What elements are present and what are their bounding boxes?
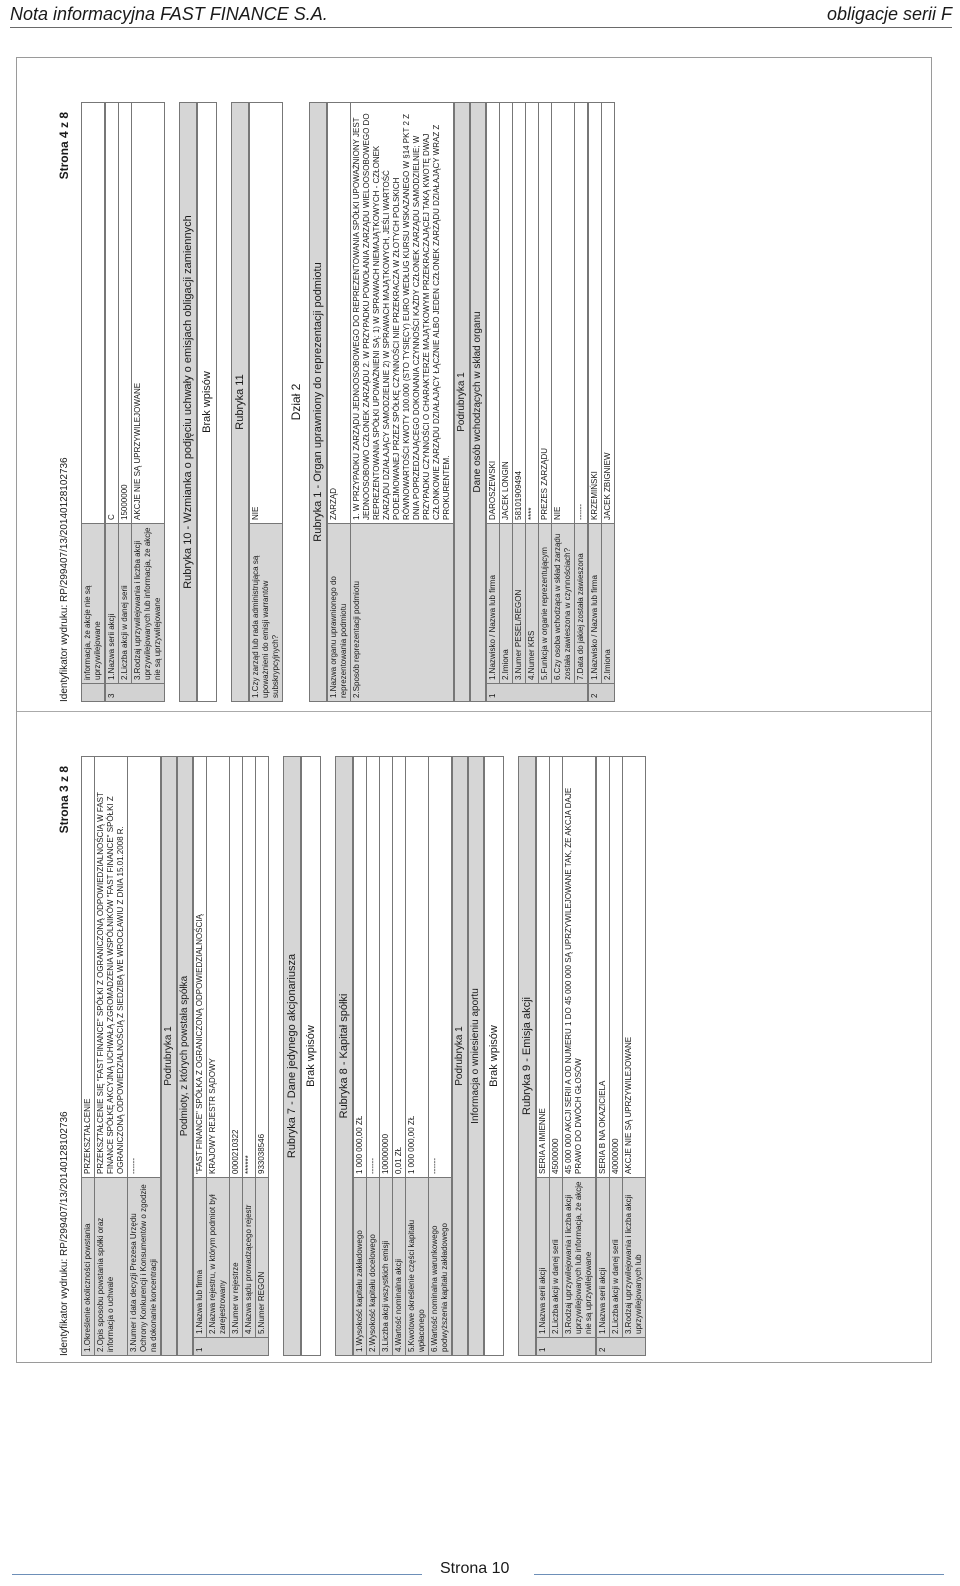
row-value: 1 000 000,00 ZŁ	[354, 757, 367, 1178]
table-row	[328, 103, 351, 702]
row-value: JACEK LONGIN	[500, 103, 513, 524]
footer-rule-right	[534, 1574, 944, 1575]
row-value: 0,01 ZŁ	[393, 757, 406, 1178]
row-value: ****	[526, 103, 539, 524]
table-row	[602, 103, 615, 702]
row-label: 1.Nazwisko / Nazwa lub firma	[487, 524, 500, 684]
table-row	[526, 103, 539, 702]
row-label: 2.Liczba akcji w danej serii	[610, 1178, 623, 1338]
row-label: 1.Nazwa serii akcji	[597, 1178, 610, 1338]
row-label: 1.Czy zarząd lub rada administrująca są upoważnieni do emisji warrantów subskrypcyjnych?	[250, 524, 283, 702]
rubryka-8-title: Rubryka 8 - Kapitał spółki	[335, 756, 353, 1356]
osoba-number: 1	[487, 684, 588, 702]
row-value: 45 000 000 AKCJI SERII A OD NUMERU 1 DO 45 000 000 SĄ UPRZYWILEJOWANE TAK, ŻE AKCJA DAJE PRAWO DO DWÓCH GŁOSÓW	[563, 757, 596, 1178]
row-value: KRAJOWY REJESTR SĄDOWY	[207, 757, 230, 1178]
table-row	[82, 757, 95, 1356]
row-label: 2.Imiona	[602, 524, 615, 684]
row-label: 4.Nazwa sądu prowadzącego rejestr	[243, 1178, 256, 1338]
footer-page-number: Strona 10	[440, 1560, 510, 1577]
table-row	[194, 757, 207, 1356]
podrubryka-subtitle: Dane osób wchodzących w skład organu	[470, 102, 486, 702]
print-identifier: Identyfikator wydruku: RP/299407/13/20140128102736	[59, 457, 70, 702]
podmioty-table	[193, 756, 269, 1356]
aport-empty: Brak wpisów	[484, 756, 504, 1356]
page-footer	[0, 1557, 960, 1586]
header-title: Nota informacyjna FAST FINANCE S.A.	[10, 4, 328, 24]
rubryka-10-empty: Brak wpisów	[197, 102, 217, 702]
row-value: AKCJE NIE SĄ UPRZYWILEJOWANE	[623, 757, 646, 1178]
page-header	[10, 2, 952, 28]
row-label: 3.Numer PESEL/REGON	[513, 524, 526, 684]
table-row	[106, 103, 119, 702]
table-row	[610, 757, 623, 1356]
row-label: 2.Sposób reprezentacji podmiotu	[351, 524, 454, 702]
row-label: 3.Rodzaj uprzywilejowania i liczba akcji uprzywilejowanych lub	[623, 1178, 646, 1338]
table-row	[487, 103, 500, 702]
rubryka-11-title: Rubryka 11	[231, 102, 249, 702]
register-page-3	[59, 756, 919, 1356]
row-value: 45000000	[550, 757, 563, 1178]
table-row	[575, 103, 588, 702]
table-row	[563, 757, 596, 1356]
organ-table	[327, 102, 454, 702]
row-label: 1.Nazwa organu uprawnionego do reprezentowania podmiotu	[328, 524, 351, 702]
table-row	[250, 103, 283, 702]
table-row	[589, 103, 602, 702]
row-label: 1.Nazwa serii akcji	[537, 1178, 550, 1338]
table-row	[500, 103, 513, 702]
row-label: 3.Numer i data decyzji Prezesa Urzędu Ochrony Konkurencji i Konsumentów o zgodzie na dokonanie koncentracji	[128, 1178, 161, 1356]
row-value: PRZEKSZTAŁCENIE	[82, 757, 95, 1178]
row-value: 933038546	[256, 757, 269, 1178]
row-value: 0000210322	[230, 757, 243, 1178]
row-value: "FAST FINANCE" SPÓŁKA Z OGRANICZONĄ ODPOWIEDZIALNOŚCIĄ	[194, 757, 207, 1178]
row-value: PREZES ZARZĄDU	[539, 103, 552, 524]
row-value: NIE	[250, 103, 283, 524]
row-value: 100000000	[380, 757, 393, 1178]
podrubryka-title: Podrubryka 1	[454, 102, 470, 702]
table-row	[550, 757, 563, 1356]
row-value: ******	[243, 757, 256, 1178]
row-label: 2.Liczba akcji w danej serii	[550, 1178, 563, 1338]
row-label: 6.Wartość nominalna warunkowego podwyższenia kapitału zakładowego	[429, 1178, 452, 1356]
row-value: PRZEKSZTAŁCENIE SIĘ "FAST FINANCE" SPÓŁKI Z OGRANICZONĄ ODPOWIEDZIALNOŚCIĄ W FAST FINANCE SPÓŁKĘ AKCYJNĄ UCHWAŁĄ ZGROMADZENIA WSPÓLNIKÓW "FAST FINANCE" SPÓŁKI Z OGRANICZONĄ ODPOWIEDZIALNOŚCIĄ Z SIEDZIBĄ WE WROCŁAWIU Z DNIA 15.01.2008 R.	[95, 757, 128, 1178]
table-row	[243, 757, 256, 1356]
osoba-2-table	[588, 102, 615, 702]
header-series: obligacje serii F	[826, 4, 952, 24]
row-label: 4.Wartość nominalna akcji	[393, 1178, 406, 1356]
row-value: DAROSZEWSKI	[487, 103, 500, 524]
table-row	[351, 103, 454, 702]
emisja-number: 1	[537, 1338, 596, 1356]
row-value: C	[106, 103, 119, 524]
row-value: SERIA A IMIENNE	[537, 757, 550, 1178]
row-value: 40000000	[610, 757, 623, 1178]
row-label: 4.Numer KRS	[526, 524, 539, 684]
row-label: 2.Wysokość kapitału docelowego	[367, 1178, 380, 1356]
row-label: 2.Opis sposobu powstania spółki oraz informacja o uchwale	[95, 1178, 128, 1356]
row-label: 5.Funkcja w organie reprezentującym	[539, 524, 552, 684]
print-identifier: Identyfikator wydruku: RP/299407/13/20140128102736	[59, 1111, 70, 1356]
table-row	[429, 757, 452, 1356]
row-value: SERIA B NA OKAZICIELA	[597, 757, 610, 1178]
page-number: Strona 4 z 8	[57, 112, 71, 180]
row-label: 6.Czy osoba wchodząca w skład zarządu została zawieszona w czynnościach?	[552, 524, 575, 684]
row-value: ZARZĄD	[328, 103, 351, 524]
row-value: ------	[367, 757, 380, 1178]
podrubryka-title: Podrubryka 1	[161, 756, 177, 1356]
row-value: 1 000 000,00 ZŁ	[406, 757, 429, 1178]
continuation-label: informacja, że akcje nie są uprzywilejowane	[82, 524, 105, 684]
emisja-continuation	[81, 102, 105, 702]
row-label: 1.Wysokość kapitału zakładowego	[354, 1178, 367, 1356]
powstanie-table	[81, 756, 161, 1356]
emisja-2-table	[596, 756, 646, 1356]
row-label: 1.Nazwa lub firma	[194, 1178, 207, 1338]
table-row	[119, 103, 132, 702]
row-value: NIE	[552, 103, 575, 524]
row-label: 3.Rodzaj uprzywilejowania i liczba akcji uprzywilejowanych lub informacja, że akcje nie są uprzywilejowane	[563, 1178, 596, 1338]
emisja-1-table	[536, 756, 596, 1356]
podrubryka-subtitle: Podmioty, z których powstała spółka	[177, 756, 193, 1356]
rubryka-10-title: Rubryka 10 - Wzmianka o podjęciu uchwały o emisjach obligacji zamiennych	[179, 102, 197, 702]
footer-rule-left	[12, 1574, 422, 1575]
row-label: 1.Określenie okoliczności powstania	[82, 1178, 95, 1356]
table-row	[367, 757, 380, 1356]
row-value: KRZEMIŃSKI	[589, 103, 602, 524]
table-row	[354, 757, 367, 1356]
page4-body	[81, 102, 615, 702]
emisja-number: 2	[597, 1338, 646, 1356]
table-row	[597, 757, 610, 1356]
row-label: 2.Imiona	[500, 524, 513, 684]
register-page-4	[59, 102, 919, 702]
rubryka-11-table	[249, 102, 283, 702]
table-row	[552, 103, 575, 702]
row-value: 58101909494	[513, 103, 526, 524]
row-label: 3.Rodzaj uprzywilejowania i liczba akcji uprzywilejowanych lub informacja, że akcje nie są uprzywilejowane	[132, 524, 165, 684]
emisja-3-table	[105, 102, 165, 702]
page3-body	[81, 756, 646, 1356]
table-row	[513, 103, 526, 702]
rubryka-9-title: Rubryka 9 - Emisja akcji	[518, 756, 536, 1356]
aport-subtitle: Informacja o wniesieniu aportu	[468, 756, 484, 1356]
emisja-number: 3	[106, 684, 165, 702]
row-value: 1. W PRZYPADKU ZARZĄDU JEDNOOSOBOWEGO DO REPREZENTOWANIA SPÓŁKI UPOWAŻNIONY JEST JEDNOOSOBOWO CZŁONEK ZARZĄDU 2. W PRZYPADKU POWOŁANIA ZARZĄDU WIELOOSOBOWEGO DO REPREZENTOWANIA SPÓŁKI UPOWAŻNIENI SĄ: 1) W SPRAWACH NIEMAJĄTKOWYCH - CZŁONEK ZARZĄDU DZIAŁAJĄCY SAMODZIELNIE 2) W SPRAWACH MAJĄTKOWYCH, JEŚLI WARTOŚĆ PODEJMOWANEJ PRZEZ SPÓŁKĘ CZYNNOŚCI NIE PRZEKRACZA W ZŁOTYCH POLSKICH RÓWNOWARTOŚCI KWOTY 100.000 (STO TYSIĘCY) EURO WEDŁUG KURSU WSKAZANEGO W §14 PKT 2 Z DNIA POPRZEDZAJĄCEGO DOKONANIA CZYNNOŚCI KAŻDY CZŁONEK ZARZĄDU SAMODZIELNIE; W PRZYPADKU CZYNNOŚCI O CHARAKTERZE MAJĄTKOWYM PRZEKRACZAJĄCEJ TAKĄ KWOTĘ DWAJ CZŁONKOWIE ZARZĄDU DZIAŁAJĄCY ŁĄCZNIE ALBO JEDEN CZŁONEK ZARZĄDU DZIAŁAJĄCY WRAZ Z PROKURENTEM.	[351, 103, 454, 524]
kapital-table	[353, 756, 452, 1356]
row-value: ------	[429, 757, 452, 1178]
osoba-1-table	[486, 102, 588, 702]
table-row	[256, 757, 269, 1356]
row-label: 1.Nazwisko / Nazwa lub firma	[589, 524, 602, 684]
row-label: 3.Liczba akcji wszystkich emisji	[380, 1178, 393, 1356]
page-divider	[17, 711, 931, 712]
row-label: 2.Liczba akcji w danej serii	[119, 524, 132, 684]
table-row	[207, 757, 230, 1356]
row-value: ------	[128, 757, 161, 1178]
rubryka-7-empty: Brak wpisów	[301, 756, 321, 1356]
row-label: 5.Numer REGON	[256, 1178, 269, 1338]
row-label: 5.Kwotowe określenie części kapitału wpłaconego	[406, 1178, 429, 1356]
osoba-number: 2	[589, 684, 615, 702]
podmiot-number: 1	[194, 1338, 269, 1356]
table-row	[393, 757, 406, 1356]
row-label: 7.Data do jakiej została zawieszona	[575, 524, 588, 684]
section-title: Dział 2	[289, 383, 303, 421]
rubryka-7-title: Rubryka 7 - Dane jedynego akcjonariusza	[283, 756, 301, 1356]
row-value: 15000000	[119, 103, 132, 524]
aport-title: Podrubryka 1	[452, 756, 468, 1356]
rubryka-1-title: Rubryka 1 - Organ uprawniony do reprezentacji podmiotu	[309, 102, 327, 702]
table-row	[230, 757, 243, 1356]
table-row	[128, 757, 161, 1356]
row-value: ------	[575, 103, 588, 524]
row-label: 1.Nazwa serii akcji	[106, 524, 119, 684]
table-row	[539, 103, 552, 702]
table-row	[623, 757, 646, 1356]
row-value: JACEK ZBIGNIEW	[602, 103, 615, 524]
scanned-document	[16, 57, 932, 1363]
row-label: 3.Numer w rejestrze	[230, 1178, 243, 1338]
row-value: AKCJE NIE SĄ UPRZYWILEJOWANE	[132, 103, 165, 524]
row-label: 2.Nazwa rejestru, w którym podmiot był zarejestrowany	[207, 1178, 230, 1338]
table-row	[537, 757, 550, 1356]
table-row	[406, 757, 429, 1356]
table-row	[95, 757, 128, 1356]
table-row	[380, 757, 393, 1356]
table-row	[132, 103, 165, 702]
page-number: Strona 3 z 8	[57, 766, 71, 834]
